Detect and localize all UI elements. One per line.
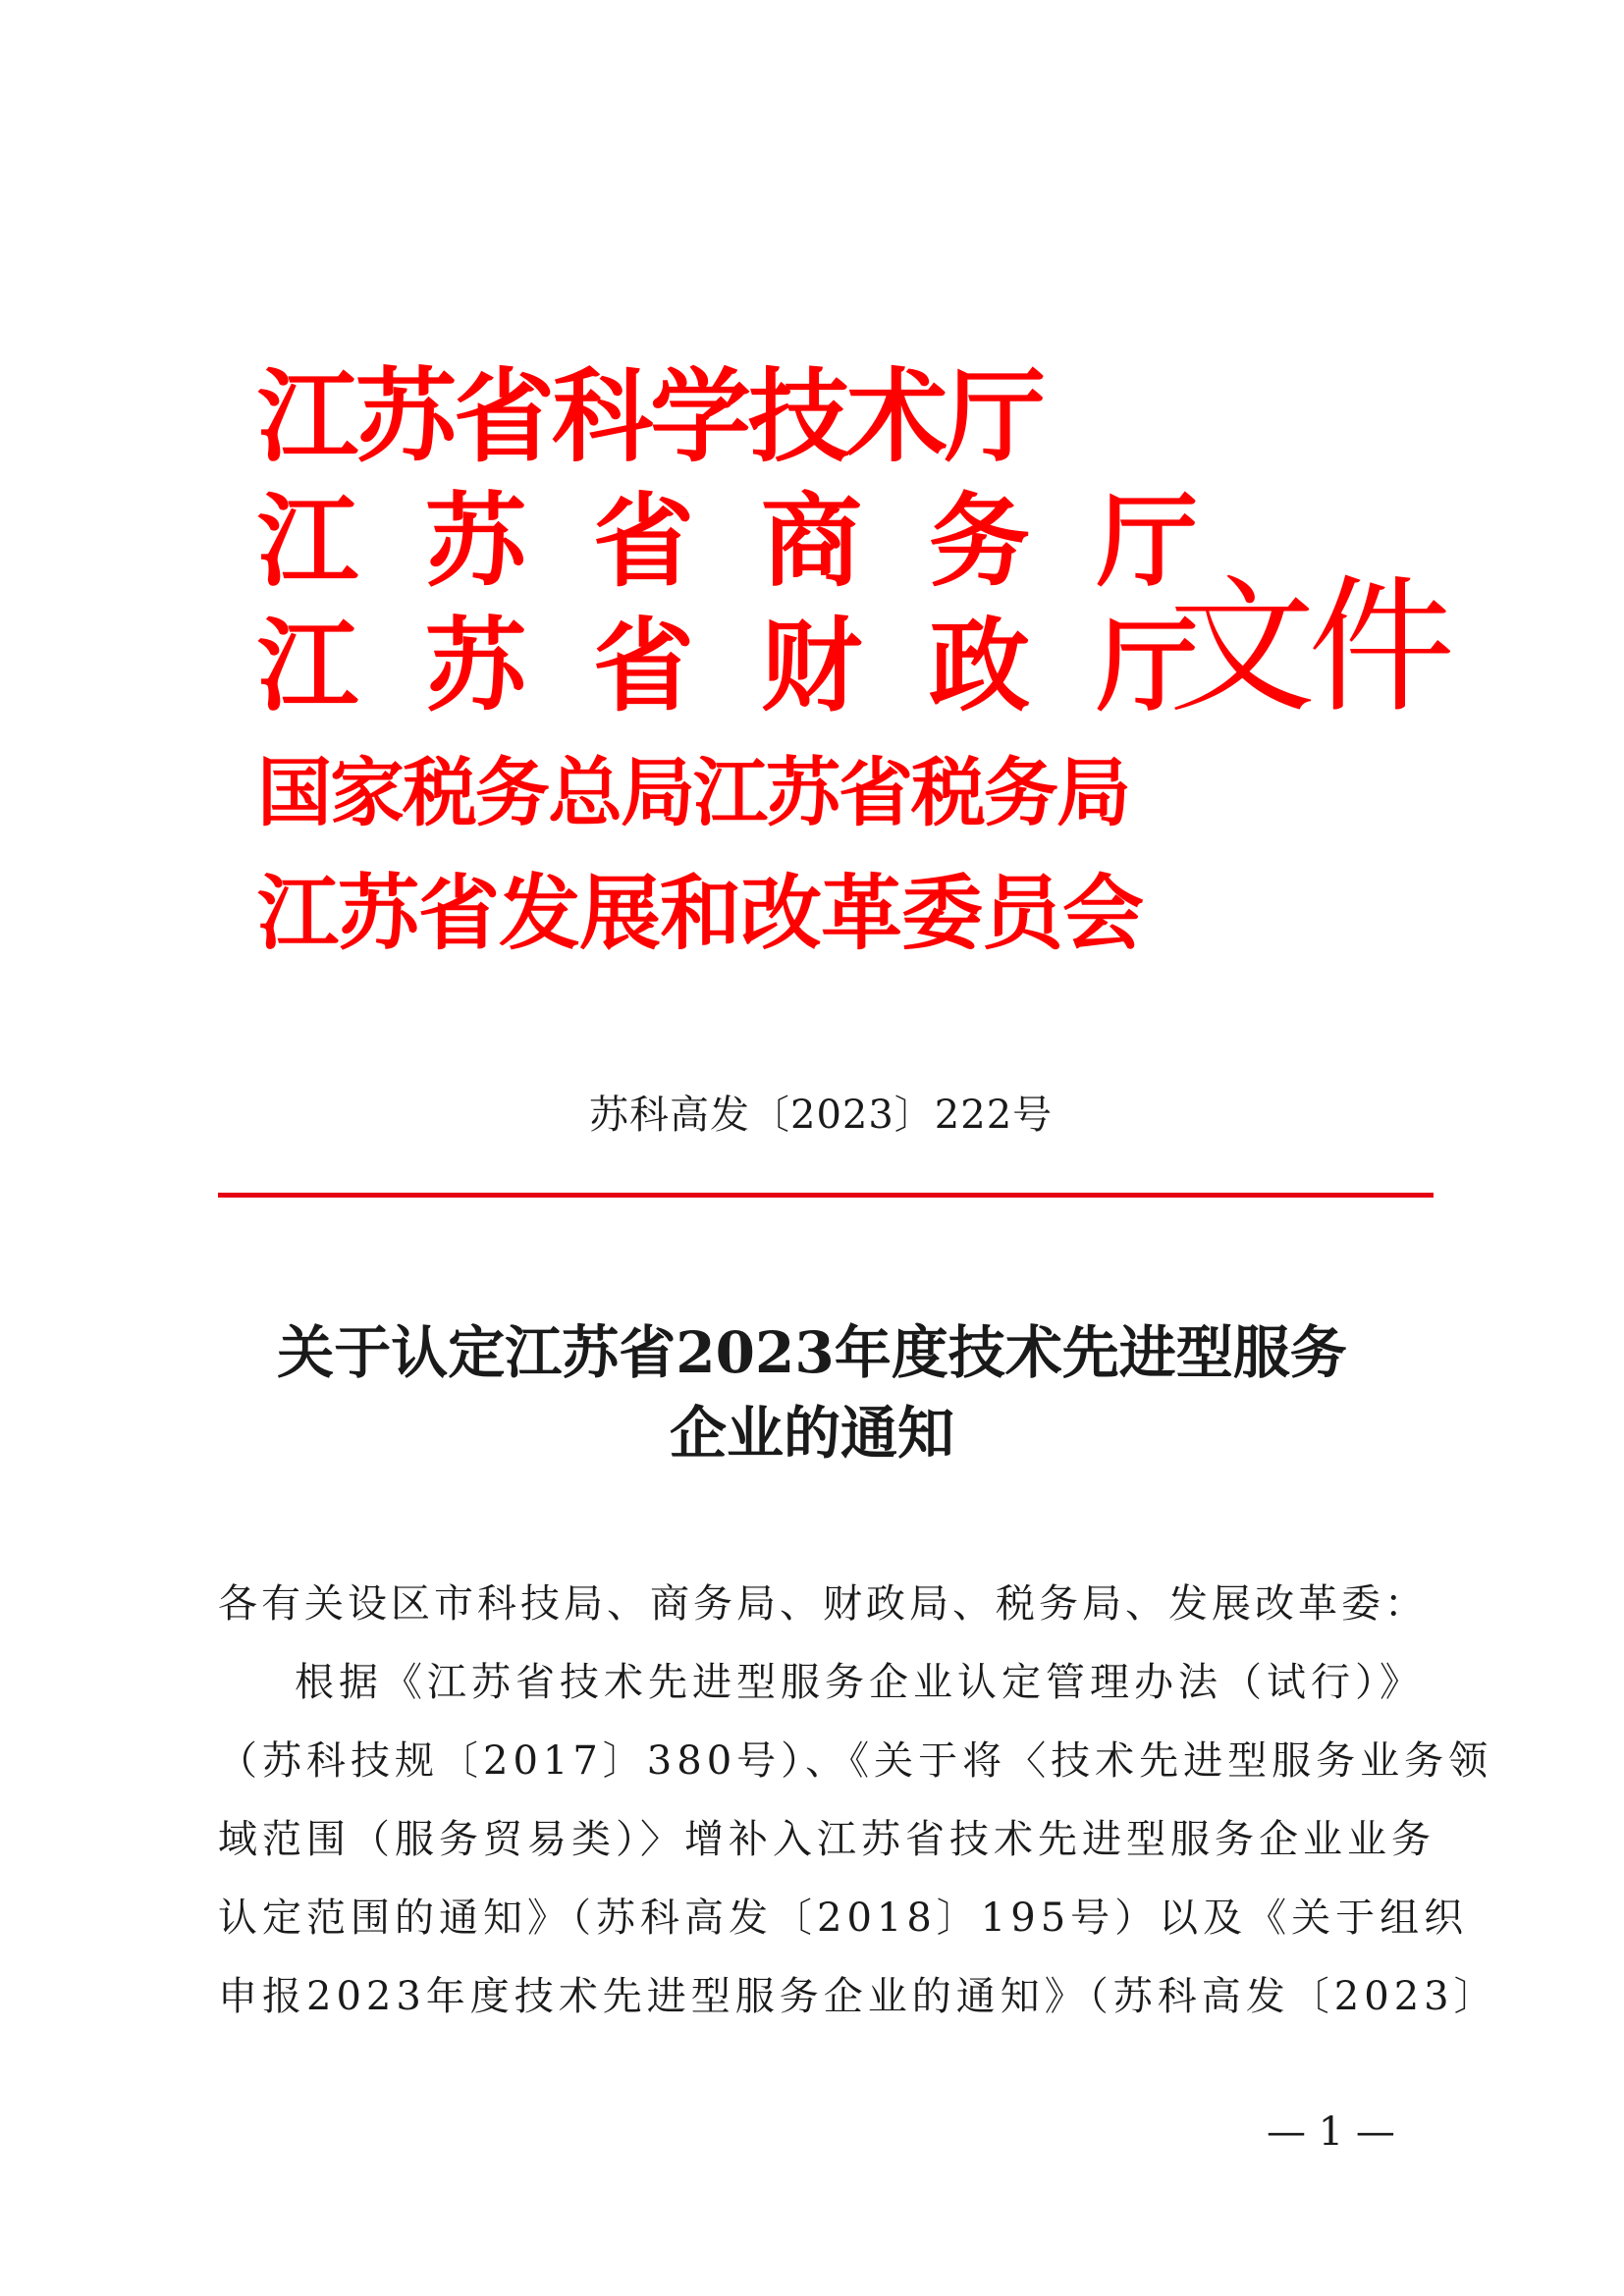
issuer-label: 江苏省发展和改革委员会	[257, 866, 1143, 961]
red-header	[257, 358, 1448, 982]
issuer-ndrc	[257, 860, 1141, 968]
issuer-sci-tech-dept	[257, 358, 1141, 476]
body-line: 根据《江苏省技术先进型服务企业认定管理办法（试行）》	[295, 1660, 1424, 1705]
document-title-line-1: 关于认定江苏省2023年度技术先进型服务	[277, 1319, 1347, 1386]
red-divider	[218, 1193, 1434, 1198]
issuer-commerce-dept	[257, 483, 1265, 601]
issuer-finance-dept	[257, 608, 1265, 725]
issuer-tax-bureau	[257, 739, 1141, 847]
document-number: 苏科高发〔2023〕222号	[589, 1093, 1054, 1138]
issuer-label: 江苏省商务厅	[257, 483, 1265, 601]
body-line: 域范围（服务贸易类）〉增补入江苏省技术先进型服务企业业务	[218, 1817, 1435, 1862]
document-title-line-2: 企业的通知	[669, 1400, 954, 1467]
body-line: 认定范围的通知》（苏科高发〔2018〕195号）以及《关于组织	[218, 1896, 1469, 1941]
issuer-label: 江苏省财政厅	[257, 608, 1265, 725]
body-line: （苏科技规〔2017〕380号）、《关于将〈技术先进型服务业务领	[218, 1738, 1493, 1784]
salutation: 各有关设区市科技局、商务局、财政局、税务局、发展改革委：	[218, 1581, 1428, 1627]
issuer-label: 江苏省科学技术厅	[257, 358, 1043, 476]
page-number: — 1 —	[1267, 2109, 1395, 2155]
issuer-label: 国家税务总局江苏省税务局	[257, 749, 1129, 836]
document-suffix: 文件	[1168, 562, 1448, 733]
body-line: 申报2023年度技术先进型服务企业的通知》（苏科高发〔2023〕	[218, 1974, 1498, 2019]
